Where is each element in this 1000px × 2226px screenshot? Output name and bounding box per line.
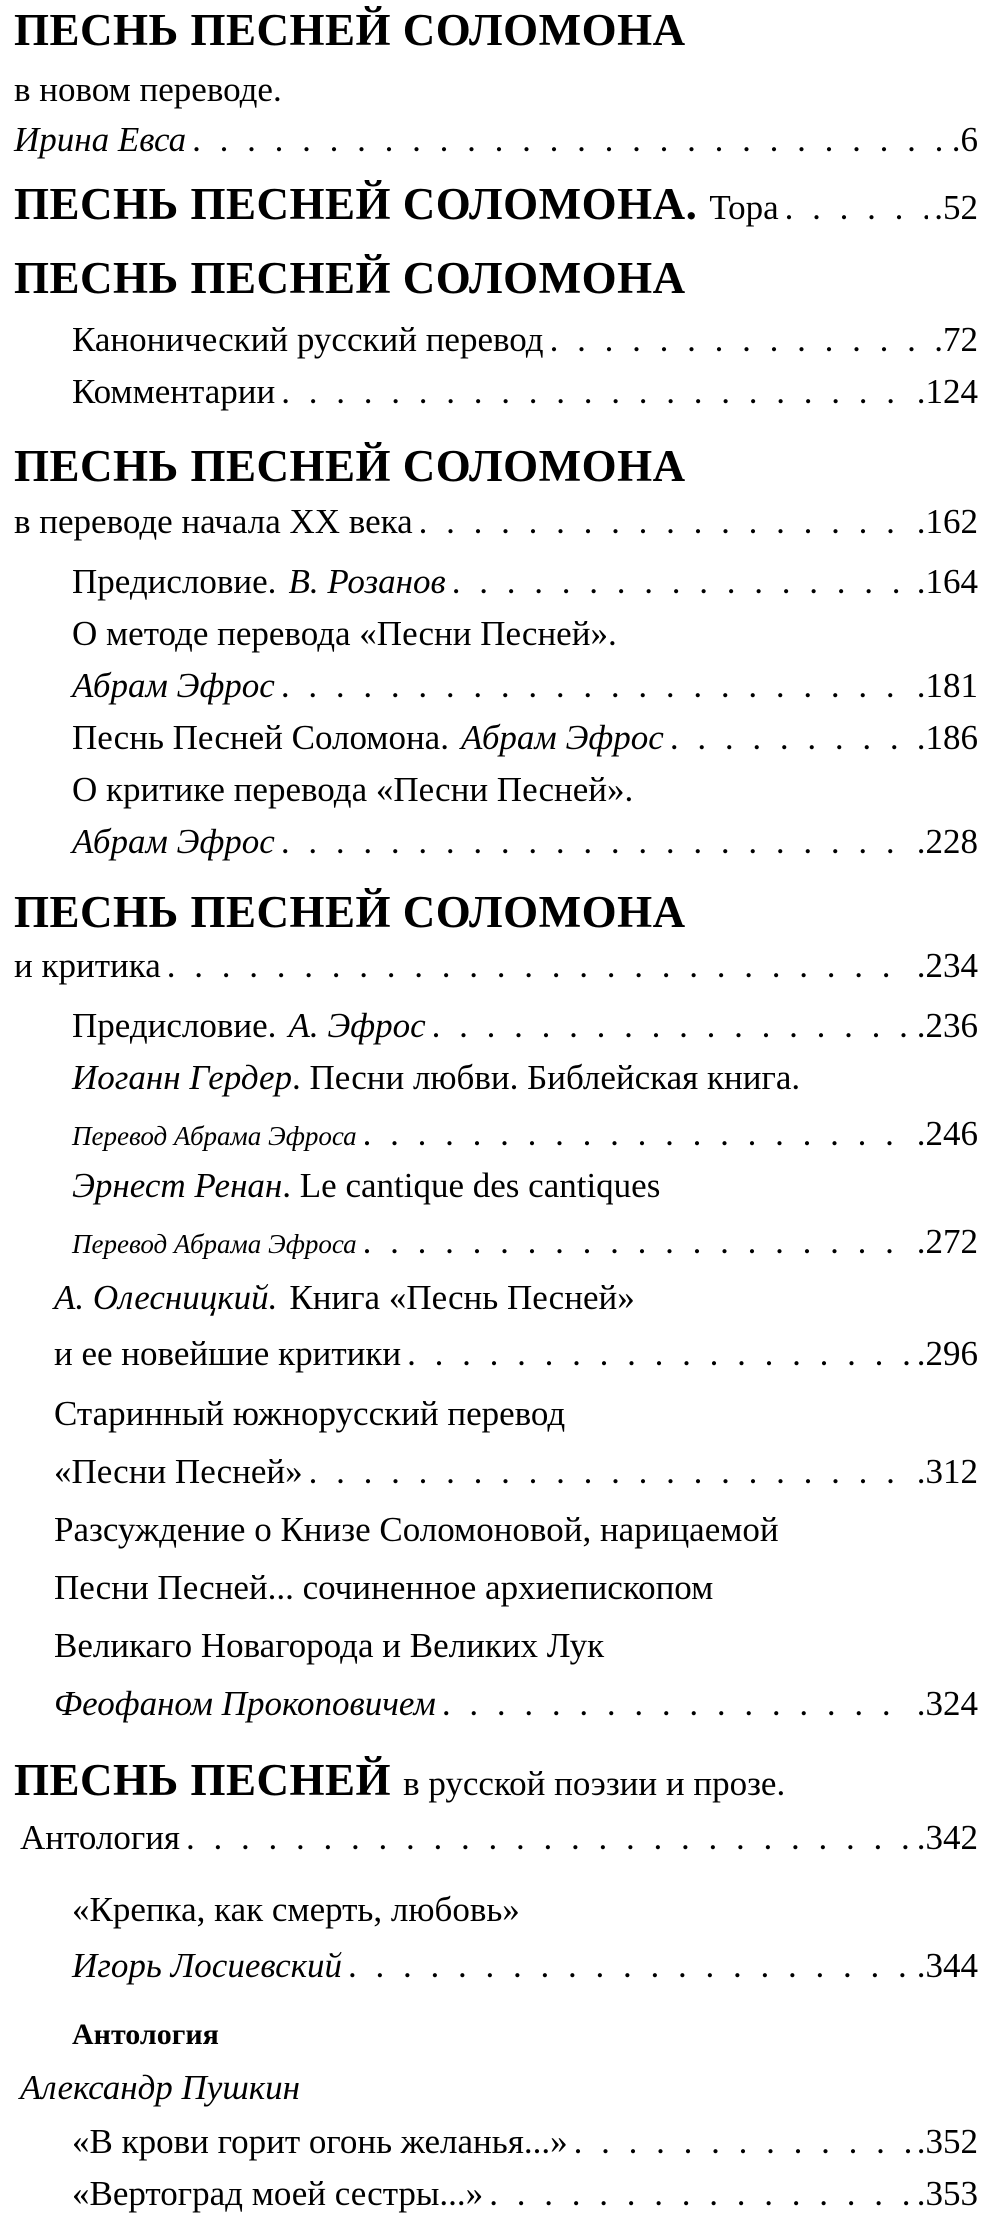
toc-entry[interactable] (0, 1684, 978, 1724)
page-number: .162 (916, 502, 978, 541)
entry-title-line (0, 1568, 978, 1608)
section-heading (0, 252, 978, 304)
entry-title-line (0, 1510, 978, 1550)
entry-title-line (0, 1058, 978, 1098)
entry-title: Предисловие. (72, 1006, 277, 1045)
leader-dots (452, 562, 911, 602)
leader-dots (550, 320, 929, 360)
leader-dots (281, 822, 911, 862)
page-number: .296 (916, 1334, 978, 1373)
entry-title-line (0, 1166, 978, 1206)
page-number: .246 (916, 1114, 978, 1153)
toc-entry[interactable] (0, 666, 978, 706)
leader-dots (670, 718, 911, 758)
section-subtitle (0, 70, 978, 110)
entry-title-line (0, 614, 978, 654)
entry-title: и ее новейшие критики (54, 1334, 402, 1373)
toc-entry[interactable] (0, 1114, 978, 1154)
entry-title: Тора (709, 188, 779, 227)
entry-title: О критике перевода «Песни Песней». (72, 770, 634, 809)
heading-text: ПЕСНЬ ПЕСНЕЙ СОЛОМОНА (14, 887, 686, 937)
entry-translator: Перевод Абрама Эфроса (72, 1229, 357, 1259)
leader-dots (348, 1946, 911, 1986)
page-number: .272 (916, 1222, 978, 1261)
entry-translator: Перевод Абрама Эфроса (72, 1121, 357, 1151)
page-number: .236 (916, 1006, 978, 1045)
entry-author: А. Олесницкий. (54, 1278, 278, 1317)
page-number: .353 (916, 2174, 978, 2213)
leader-dots (785, 188, 929, 228)
entry-author: Эрнест Ренан (72, 1166, 283, 1205)
entry-title-line (0, 1890, 978, 1930)
section-heading (0, 4, 978, 56)
poet-name (0, 2068, 978, 2108)
toc-entry[interactable] (0, 1452, 978, 1492)
heading-text: ПЕСНЬ ПЕСНЕЙ СОЛОМОНА (14, 5, 686, 55)
page-number: .234 (916, 946, 978, 985)
toc-entry[interactable] (0, 372, 978, 412)
section-heading (0, 1754, 978, 1806)
entry-title-line (0, 1278, 978, 1318)
toc-entry[interactable] (0, 718, 978, 758)
entry-title: Комментарии (72, 372, 276, 411)
leader-dots (281, 666, 911, 706)
toc-entry[interactable] (0, 2122, 978, 2162)
entry-title: «В крови горит огонь желанья...» (72, 2122, 568, 2161)
entry-title: Песнь Песней Соломона. (72, 718, 449, 757)
entry-author: В. Розанов (288, 562, 446, 601)
entry-author: Абрам Эфрос (72, 822, 275, 861)
leader-dots (186, 1818, 911, 1858)
entry-title: Антология (20, 1818, 181, 1857)
entry-author: А. Эфрос (288, 1006, 426, 1045)
leader-dots (363, 1114, 911, 1154)
toc-entry[interactable] (0, 2174, 978, 2214)
entry-title-line (0, 770, 978, 810)
heading-text: ПЕСНЬ ПЕСНЕЙ (14, 1755, 392, 1805)
entry-author: Абрам Эфрос (460, 718, 664, 757)
entry-author: Иоганн Гердер (72, 1058, 293, 1097)
heading-tail: в русской поэзии и прозе. (403, 1764, 786, 1803)
entry-title: Предисловие. (72, 562, 277, 601)
toc-entry[interactable] (0, 1818, 978, 1858)
entry-author: Ирина Евса (14, 120, 187, 159)
toc-entry[interactable] (0, 1946, 978, 1986)
leader-dots (574, 2122, 911, 2162)
entry-title: Книга «Песнь Песней» (289, 1278, 635, 1317)
entry-title: Великаго Новагорода и Великих Лук (54, 1626, 605, 1665)
page-number: .181 (916, 666, 978, 705)
toc-entry[interactable] (0, 120, 978, 160)
page-number: .228 (916, 822, 978, 861)
leader-dots (442, 1684, 911, 1724)
toc-entry[interactable] (0, 822, 978, 862)
entry-title: Старинный южнорусский перевод (54, 1394, 566, 1433)
entry-title: и критика (14, 946, 161, 985)
entry-author: Игорь Лосиевский (72, 1946, 343, 1985)
entry-title: «Вертоград моей сестры...» (72, 2174, 484, 2213)
leader-dots (363, 1222, 911, 1262)
subtitle-text: в новом переводе. (14, 70, 282, 109)
entry-author: Абрам Эфрос (72, 666, 275, 705)
page-number: .312 (916, 1452, 978, 1491)
leader-dots (419, 502, 911, 542)
entry-title: . Песни любви. Библейская книга. (292, 1058, 801, 1097)
subsection-heading (0, 2018, 978, 2052)
entry-title: О методе перевода «Песни Песней». (72, 614, 617, 653)
entry-title: в переводе начала XX века (14, 502, 413, 541)
entry-author: Александр Пушкин (20, 2068, 300, 2107)
heading-text: ПЕСНЬ ПЕСНЕЙ СОЛОМОНА (14, 441, 686, 491)
toc-entry[interactable] (0, 1334, 978, 1374)
leader-dots (192, 120, 946, 160)
leader-dots (432, 1006, 911, 1046)
toc-entry[interactable] (0, 1222, 978, 1262)
entry-title-line (0, 1394, 978, 1434)
leader-dots (489, 2174, 911, 2214)
entry-title: «Песни Песней» (54, 1452, 303, 1491)
toc-entry[interactable] (0, 946, 978, 986)
entry-title-line (0, 1626, 978, 1666)
leader-dots (407, 1334, 911, 1374)
toc-entry[interactable] (0, 178, 978, 230)
leader-dots (167, 946, 911, 986)
page-number: .186 (916, 718, 978, 757)
page-number: .124 (916, 372, 978, 411)
entry-title: Разсуждение о Книзе Соломоновой, нарицаемой (54, 1510, 779, 1549)
toc-entry[interactable] (0, 1006, 978, 1046)
page-number: .344 (916, 1946, 978, 1985)
toc-entry[interactable] (0, 562, 978, 602)
heading-text: ПЕСНЬ ПЕСНЕЙ СОЛОМОНА (14, 253, 686, 303)
toc-entry[interactable] (0, 320, 978, 360)
heading-text: ПЕСНЬ ПЕСНЕЙ СОЛОМОНА. (14, 179, 698, 229)
leader-dots (309, 1452, 911, 1492)
entry-title: Канонический русский перевод (72, 320, 544, 359)
page-number: .164 (916, 562, 978, 601)
page-number: .324 (916, 1684, 978, 1723)
page-number: .352 (916, 2122, 978, 2161)
entry-author: Феофаном Прокоповичем (54, 1684, 436, 1723)
entry-title: Песни Песней... сочиненное архиепископом (54, 1568, 714, 1607)
heading-text: Антология (72, 2018, 219, 2051)
leader-dots (281, 372, 911, 412)
entry-title: . Le cantique des cantiques (282, 1166, 661, 1205)
page-number: .6 (951, 120, 978, 159)
section-heading (0, 440, 978, 492)
page-number: .342 (916, 1818, 978, 1857)
toc-entry[interactable] (0, 502, 978, 542)
page-number: .72 (934, 320, 978, 359)
section-heading (0, 886, 978, 938)
page-number: .52 (934, 188, 978, 227)
entry-title: «Крепка, как смерть, любовь» (72, 1890, 520, 1929)
